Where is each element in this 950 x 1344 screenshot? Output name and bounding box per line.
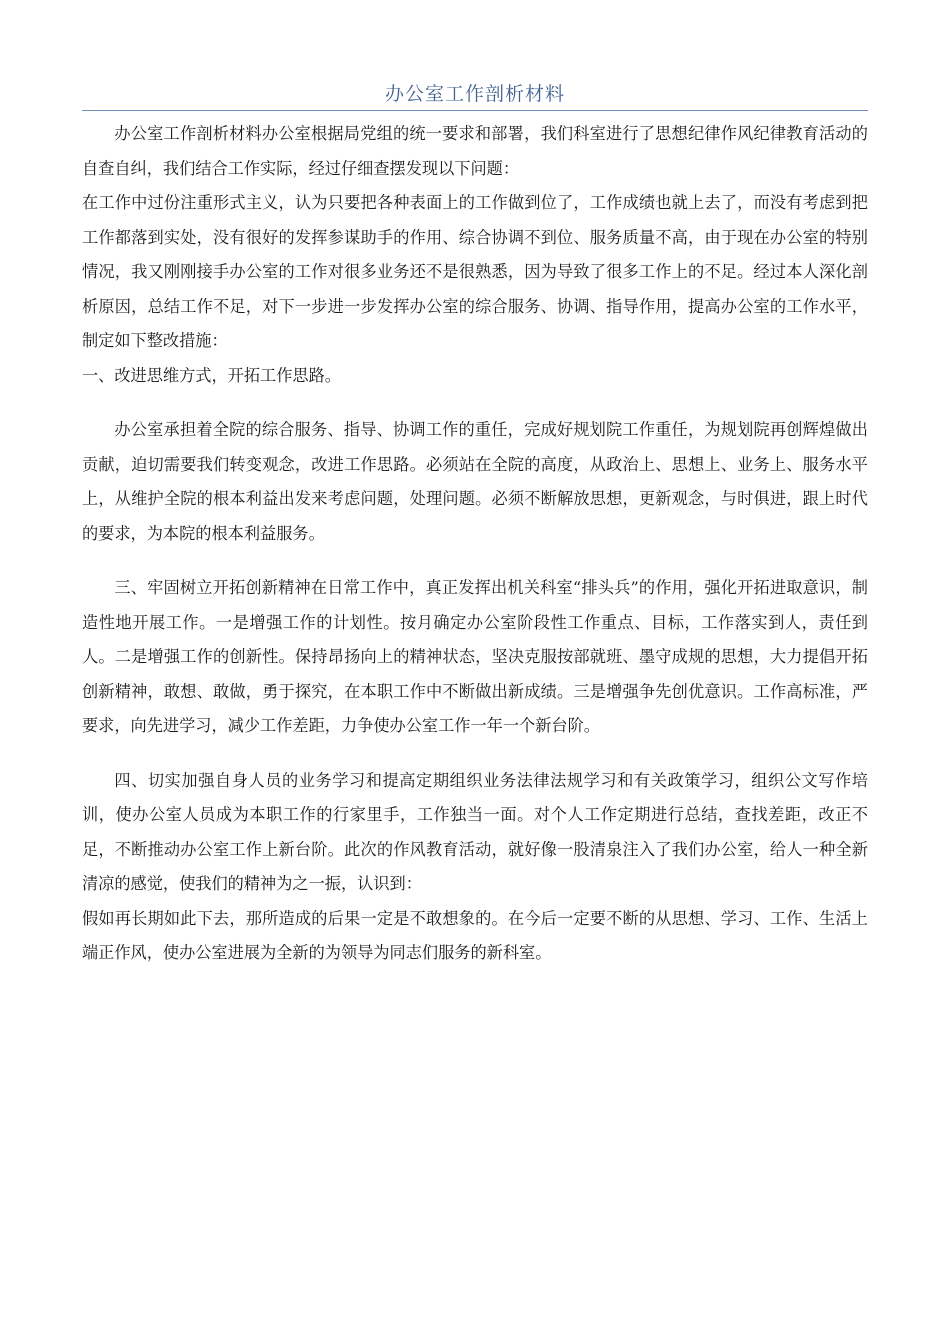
paragraph-intro: 办公室工作剖析材料办公室根据局党组的统一要求和部署，我们科室进行了思想纪律作风纪律教育活动的自查自纠，我们结合工作实际，经过仔细查摆发现以下问题： [82, 124, 868, 178]
paragraph-section-three: 三、牢固树立开拓创新精神在日常工作中，真正发挥出机关科室“排头兵”的作用，强化开拓进取意识，制造性地开展工作。一是增强工作的计划性。按月确定办公室阶段性工作重点、目标，工作落实到人，责任到人。二是增强工作的创新性。保持昂扬向上的精神状态，坚决克服按部就班、墨守成规的思想，大力提倡开拓创新精神，敢想、敢做，勇于探究，在本职工作中不断做出新成绩。三是增强争先创优意识。工作高标准，严要求，向先进学习，减少工作差距，力争使办公室工作一年一个新台阶。 [82, 578, 868, 735]
document-page [82, 78, 868, 971]
document-body [82, 117, 868, 971]
document-title: 办公室工作剖析材料 [384, 83, 565, 105]
paragraph-problems: 在工作中过份注重形式主义，认为只要把各种表面上的工作做到位了，工作成绩也就上去了，而没有考虑到把工作都落到实处，没有很好的发挥参谋助手的作用、综合协调不到位、服务质量不高，由于现在办公室的特别情况，我又刚刚接手办公室的工作对很多业务还不是很熟悉，因为导致了很多工作上的不足。经过本人深化剖析原因，总结工作不足，对下一步进一步发挥办公室的综合服务、协调、指导作用，提高办公室的工作水平，制定如下整改措施： [82, 193, 868, 350]
paragraph-conclusion: 假如再长期如此下去，那所造成的后果一定是不敢想象的。在今后一定要不断的从思想、学习、工作、生活上端正作风，使办公室进展为全新的为领导为同志们服务的新科室。 [82, 908, 868, 962]
paragraph-section-four: 四、切实加强自身人员的业务学习和提高定期组织业务法律法规学习和有关政策学习，组织公文写作培训，使办公室人员成为本职工作的行家里手，工作独当一面。对个人工作定期进行总结，查找差距，改正不足，不断推动办公室工作上新台阶。此次的作风教育活动，就好像一股清泉注入了我们办公室，给人一种全新清凉的感觉，使我们的精神为之一振，认识到： [82, 770, 868, 893]
document-header [82, 78, 868, 111]
paragraph-section-one: 办公室承担着全院的综合服务、指导、协调工作的重任，完成好规划院工作重任，为规划院再创辉煌做出贡献，迫切需要我们转变观念，改进工作思路。必须站在全院的高度，从政治上、思想上、业务上、服务水平上，从维护全院的根本利益出发来考虑问题，处理问题。必须不断解放思想，更新观念，与时俱进，跟上时代的要求，为本院的根本利益服务。 [82, 420, 868, 543]
section-heading-one: 一、改进思维方式，开拓工作思路。 [82, 365, 341, 385]
